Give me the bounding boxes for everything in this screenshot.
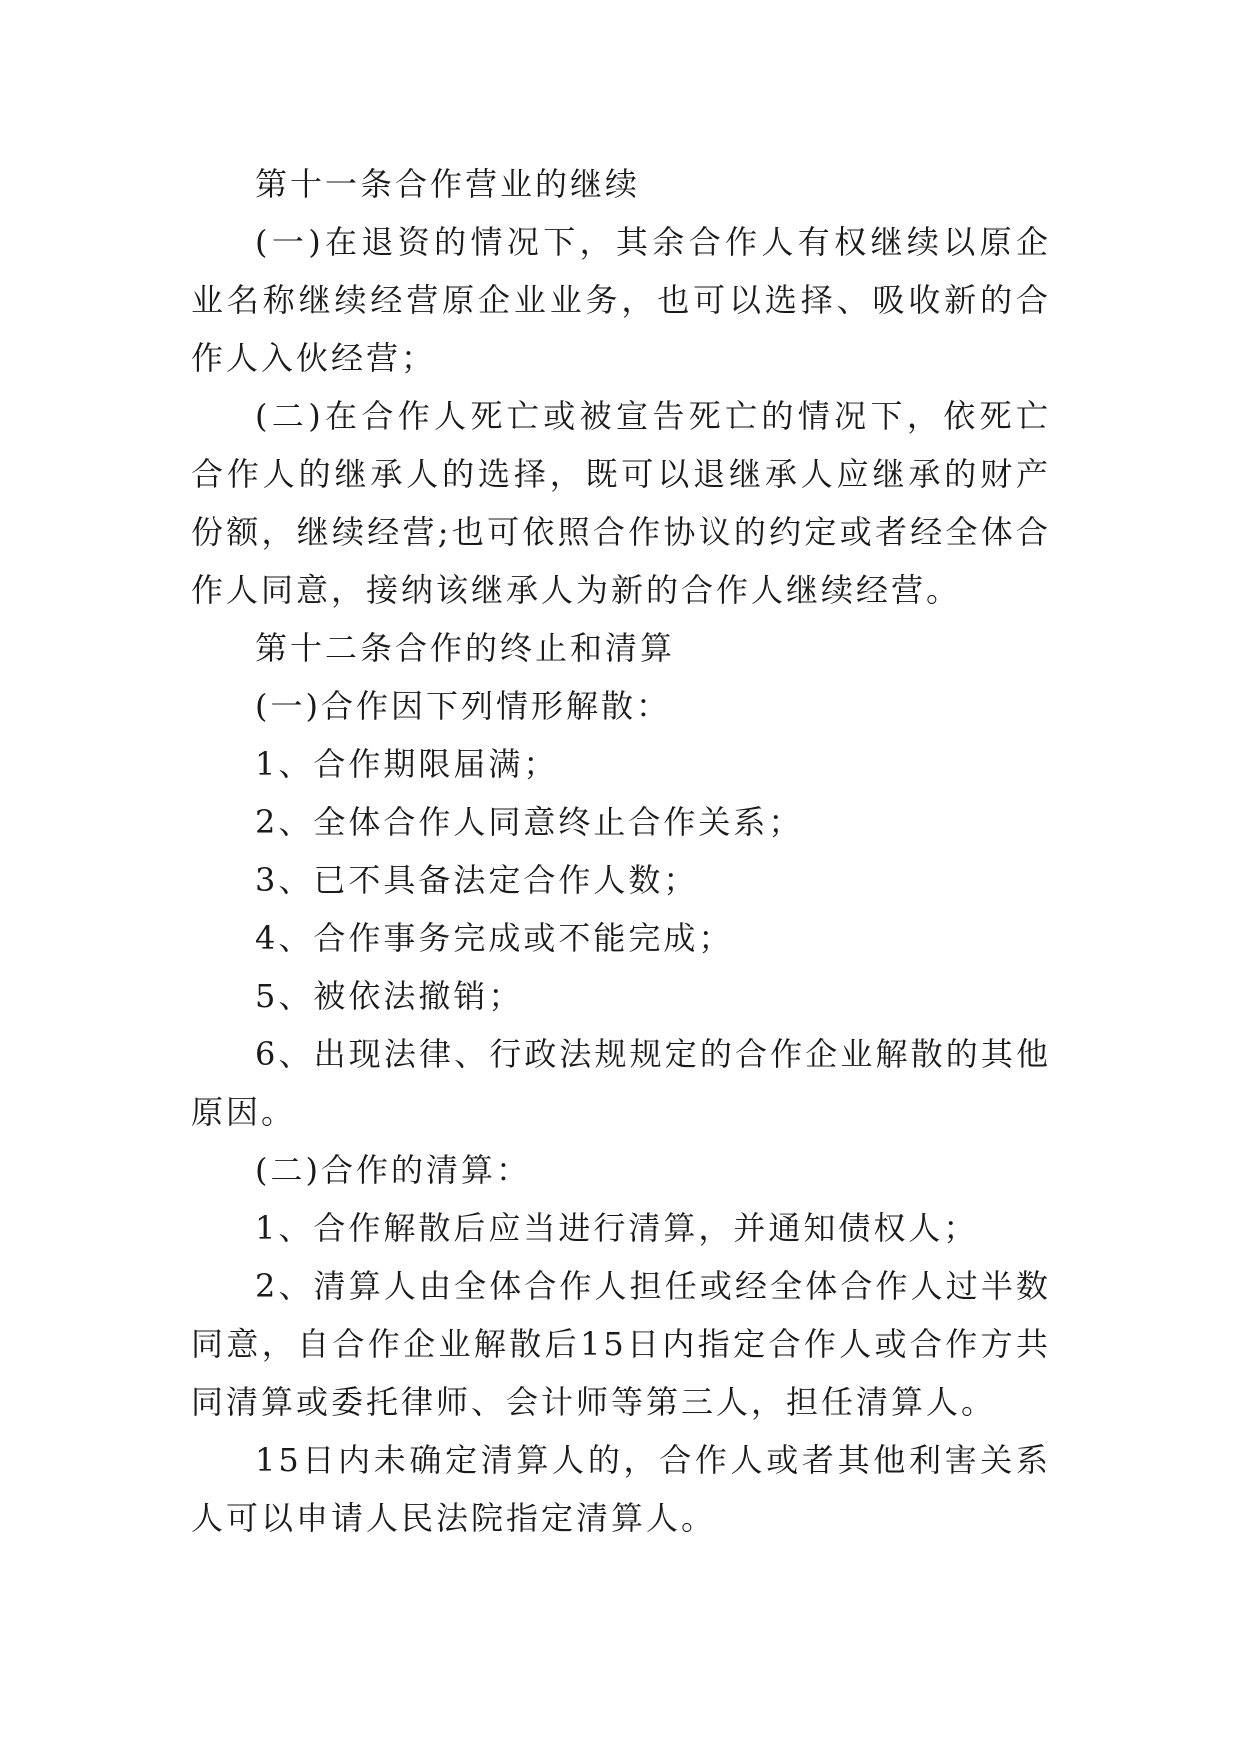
article-12-clause-2: (二)合作的清算：: [255, 1151, 531, 1189]
dissolution-item-5: 5、被依法撤销；: [255, 977, 524, 1015]
article-11-clause-1: (一)在退资的情况下，其余合作人有权继续以原企业名称继续经营原企业业务，也可以选择、吸收新的合作人入伙经营；: [191, 223, 1051, 377]
article-11-clause-2: (二)在合作人死亡或被宣告死亡的情况下，依死亡合作人的继承人的选择，既可以退继承人应继承的财产份额，继续经营;也可依照合作协议的约定或者经全体合作人同意，接纳该继承人为新的合作人继续经营。: [191, 397, 1051, 609]
liquidation-item-2: 2、清算人由全体合作人担任或经全体合作人过半数同意，自合作企业解散后15日内指定合作人或合作方共同清算或委托律师、会计师等第三人，担任清算人。: [191, 1267, 1051, 1421]
dissolution-item-2: 2、全体合作人同意终止合作关系；: [255, 803, 804, 841]
document-body: [191, 155, 1051, 1547]
liquidation-note: 15日内未确定清算人的，合作人或者其他利害关系人可以申请人民法院指定清算人。: [191, 1441, 1051, 1537]
liquidation-item-1: 1、合作解散后应当进行清算，并通知债权人；: [255, 1209, 979, 1247]
article-12-heading: 第十二条合作的终止和清算: [255, 629, 676, 667]
dissolution-item-4: 4、合作事务完成或不能完成；: [255, 919, 734, 957]
dissolution-item-1: 1、合作期限届满；: [255, 745, 559, 783]
dissolution-item-3: 3、已不具备法定合作人数；: [255, 861, 699, 899]
article-11-heading: 第十一条合作营业的继续: [255, 165, 641, 203]
article-12-clause-1: (一)合作因下列情形解散：: [255, 687, 671, 725]
dissolution-item-6: 6、出现法律、行政法规规定的合作企业解散的其他原因。: [191, 1035, 1051, 1131]
